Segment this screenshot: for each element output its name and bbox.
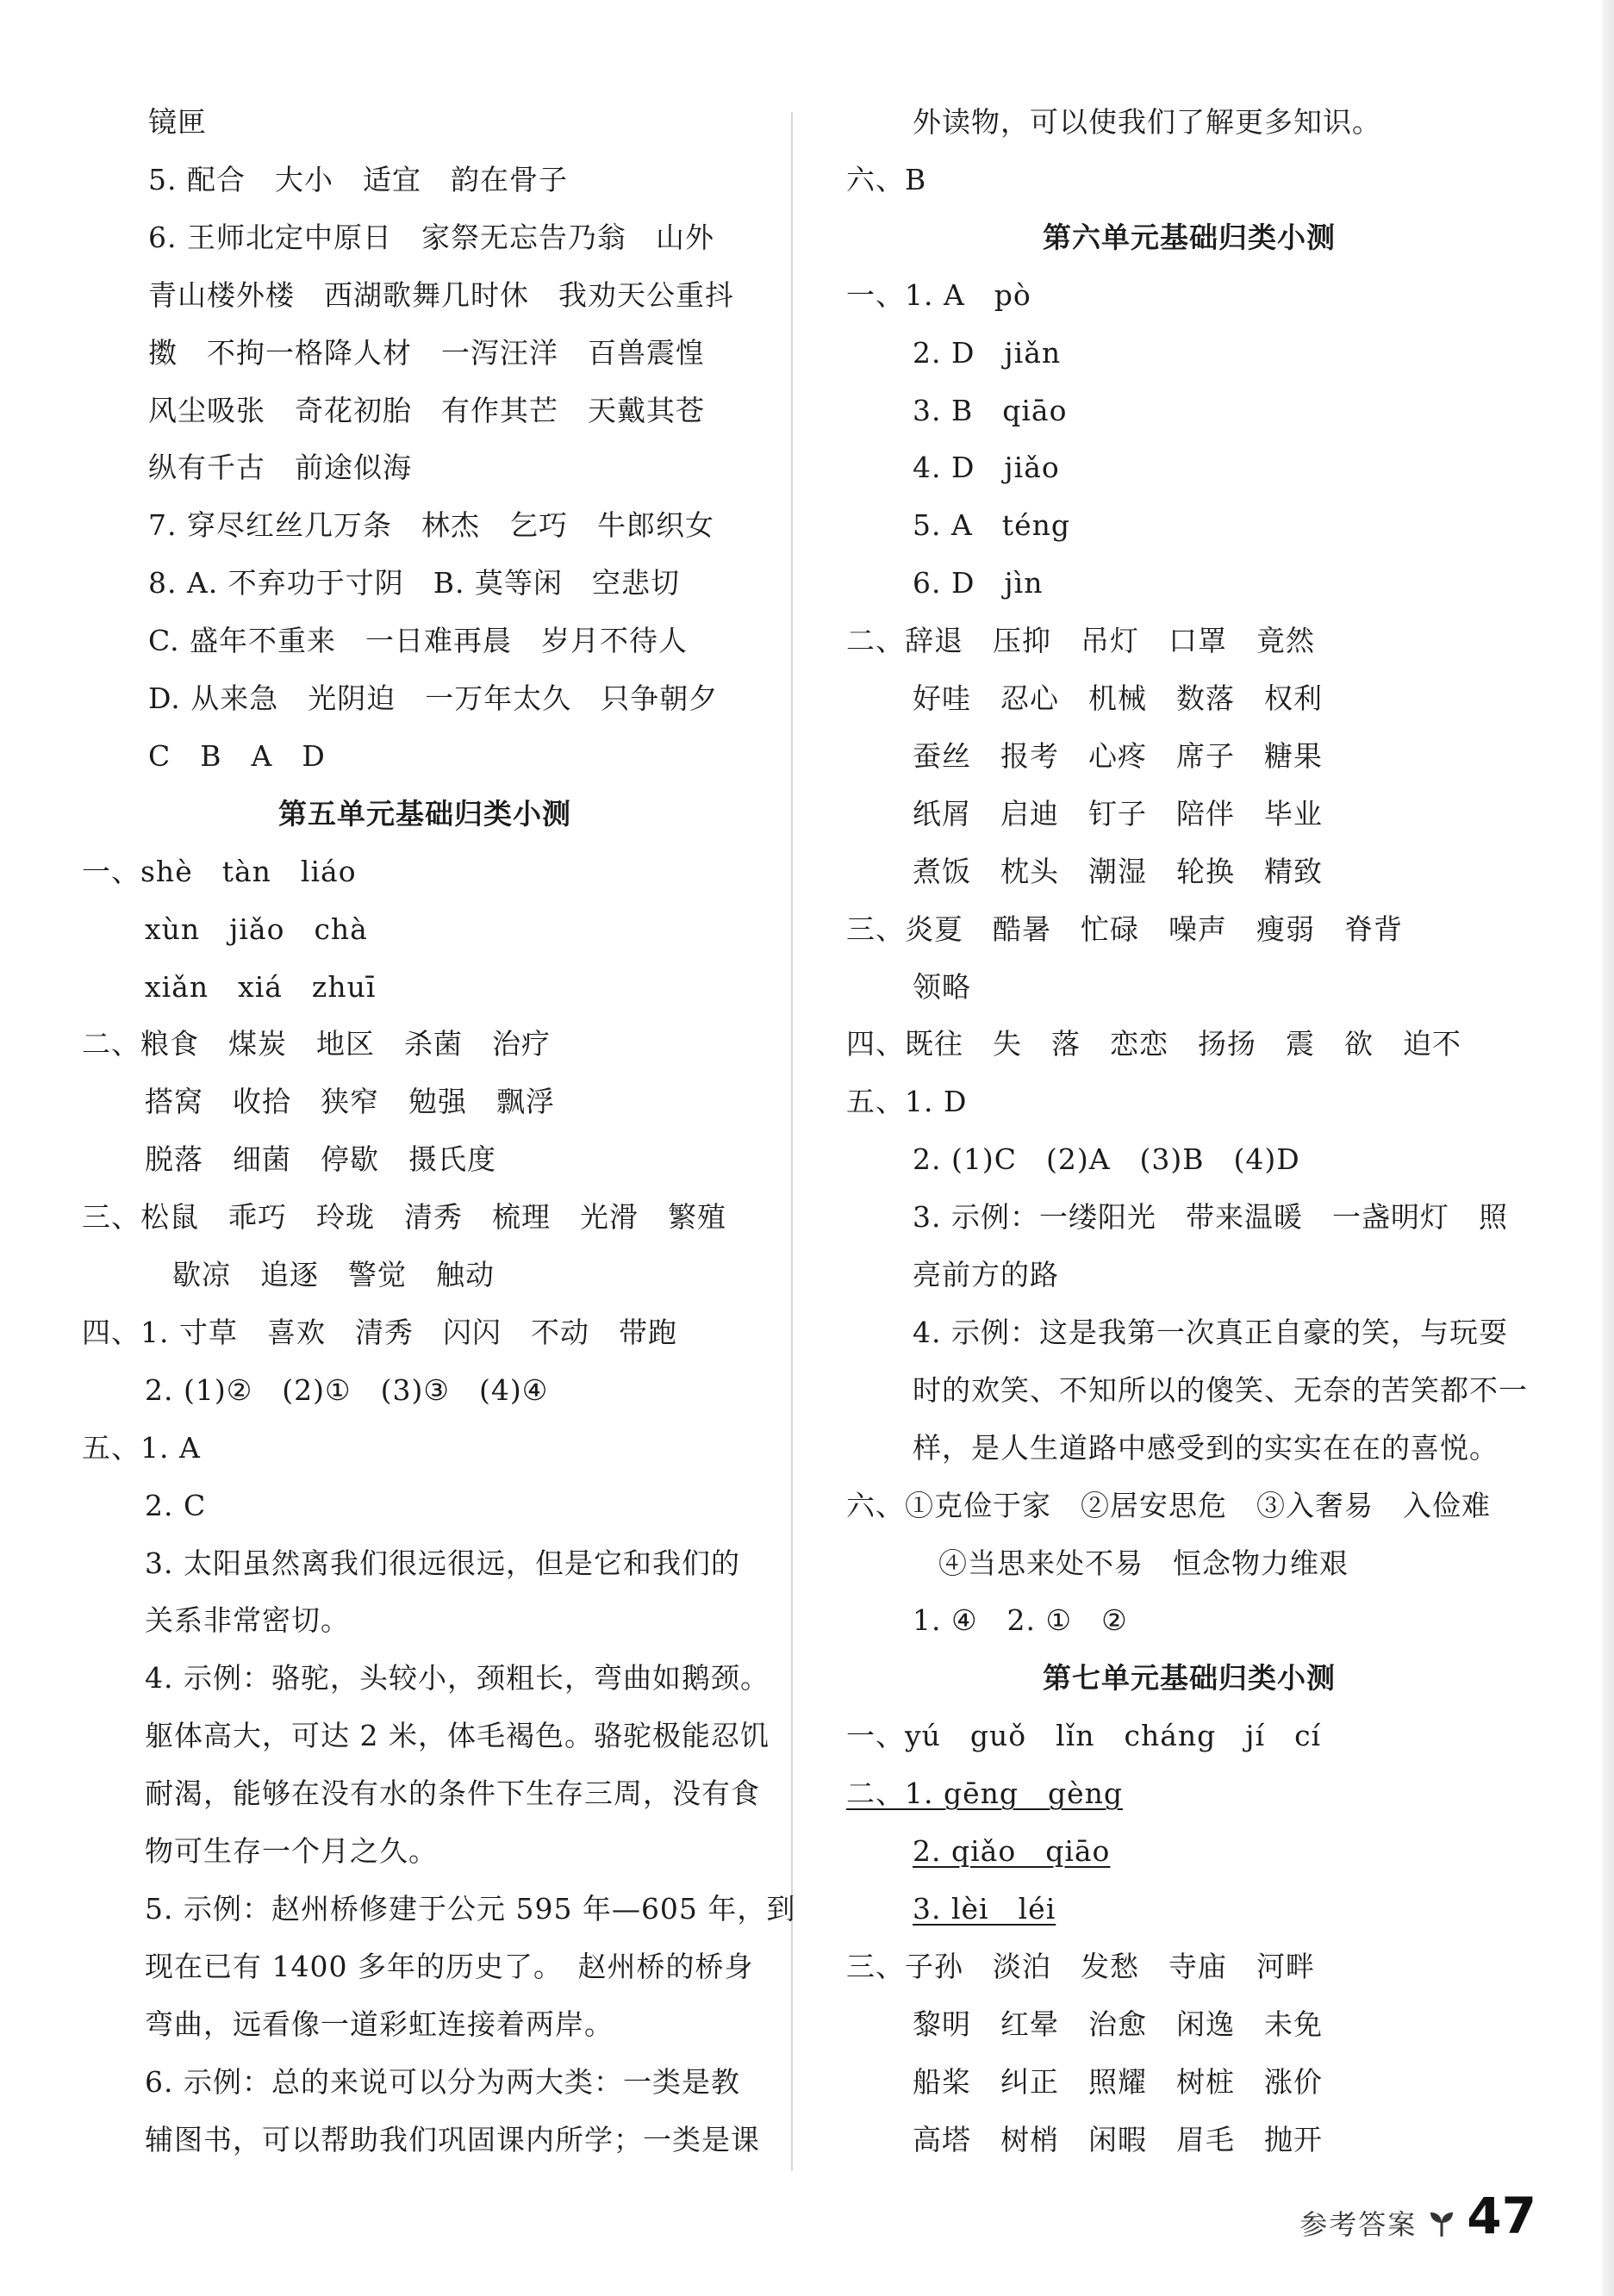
answer-line: 一、shè tàn liáo: [82, 854, 357, 888]
answer-line: 3. 太阳虽然离我们很远很远，但是它和我们的: [145, 1546, 740, 1580]
answer-line: 7. 穿尽红丝几万条 林杰 乞巧 牛郎织女: [148, 508, 714, 543]
answer-line: C B A D: [148, 738, 326, 773]
answer-line: 纵有千古 前途似海: [148, 451, 412, 485]
section-heading: 第五单元基础归类小测: [278, 796, 571, 831]
answer-line: 三、炎夏 酷暑 忙碌 噪声 瘦弱 脊背: [846, 912, 1403, 946]
answer-line: ④当思来处不易 恒念物力维艰: [938, 1546, 1349, 1580]
answer-line: 二、粮食 煤炭 地区 杀菌 治疗: [82, 1027, 551, 1061]
page-edge: [1602, 0, 1614, 2296]
answer-line: 5. A téng: [913, 508, 1070, 543]
answer-line: 脱落 细菌 停歇 摄氏度: [145, 1142, 496, 1177]
answer-line: 现在已有 1400 多年的历史了。 赵州桥的桥身: [145, 1949, 754, 1983]
page-number: 47: [1467, 2187, 1536, 2245]
answer-line: 5. 示例：赵州桥修建于公元 595 年—605 年，到: [145, 1891, 796, 1926]
answer-line: 五、1. D: [846, 1085, 968, 1119]
page-footer: [1299, 2183, 1536, 2243]
answer-line: 样，是人生道路中感受到的实实在在的喜悦。: [913, 1430, 1499, 1465]
answer-line: 物可生存一个月之久。: [145, 1834, 438, 1868]
section-heading: 第七单元基础归类小测: [1043, 1661, 1336, 1696]
answer-line: 领略: [913, 969, 971, 1004]
answer-line: 四、既往 失 落 恋恋 扬扬 震 欲 迫不: [846, 1027, 1461, 1061]
answer-line: 高塔 树梢 闲暇 眉毛 抛开: [913, 2122, 1323, 2156]
column-divider: [791, 112, 793, 2171]
answer-line: 关系非常密切。: [145, 1603, 350, 1638]
answer-line: 6. 示例：总的来说可以分为两大类：一类是教: [145, 2064, 740, 2099]
answer-line: 辅图书，可以帮助我们巩固课内所学；一类是课: [145, 2122, 760, 2156]
answer-line: 擞 不拘一格降人材 一泻汪洋 百兽震惶: [148, 335, 705, 370]
section-heading: 第六单元基础归类小测: [1043, 220, 1336, 254]
answer-line: 2. D jiǎn: [913, 335, 1062, 370]
answer-line: 三、松鼠 乖巧 玲珑 清秀 梳理 光滑 繁殖: [82, 1200, 726, 1235]
answer-line: 蚕丝 报考 心疼 席子 糖果: [913, 738, 1323, 773]
answer-line: 亮前方的路: [913, 1258, 1059, 1291]
answer-line: 一、1. A pò: [846, 277, 1031, 312]
answer-line: 6. D jìn: [913, 566, 1044, 600]
answer-line: 四、1. 寸草 喜欢 清秀 闪闪 不动 带跑: [82, 1315, 677, 1349]
answer-line: 船桨 纠正 照耀 树桩 涨价: [913, 2064, 1323, 2099]
answer-line: 镜匣: [148, 105, 207, 139]
answer-line: 4. 示例：骆驼，头较小，颈粗长，弯曲如鹅颈。: [145, 1661, 770, 1696]
answer-line: 青山楼外楼 西湖歌舞几时休 我劝天公重抖: [148, 277, 734, 312]
answer-line: 2. C: [145, 1488, 207, 1522]
answer-line: 2. (1)② (2)① (3)③ (4)④: [145, 1372, 549, 1407]
answer-line: 耐渴，能够在没有水的条件下生存三周，没有食: [145, 1776, 760, 1811]
answer-line: 六、B: [846, 162, 927, 196]
answer-line: 5. 配合 大小 适宜 韵在骨子: [148, 162, 568, 196]
answer-line: xùn jiǎo chà: [145, 912, 368, 946]
answer-line: 黎明 红晕 治愈 闲逸 未免: [913, 2007, 1323, 2041]
answer-line: C. 盛年不重来 一日难再晨 岁月不待人: [148, 624, 689, 658]
answer-line: 躯体高大，可达 2 米，体毛褐色。骆驼极能忍饥: [145, 1719, 770, 1753]
answer-line: 8. A. 不弃功于寸阴 B. 莫等闲 空悲切: [148, 566, 681, 600]
answer-line: 歇凉 追逐 警觉 触动: [172, 1258, 495, 1291]
answer-line: 1. ④ 2. ① ②: [913, 1603, 1128, 1638]
answer-line: 3. 示例：一缕阳光 带来温暖 一盏明灯 照: [913, 1200, 1508, 1235]
answer-line: 2. (1)C (2)A (3)B (4)D: [913, 1142, 1300, 1177]
answer-line: 好哇 忍心 机械 数落 权利: [913, 681, 1323, 715]
answer-line: 风尘吸张 奇花初胎 有作其芒 天戴其苍: [148, 393, 705, 427]
answer-line: 五、1. A: [82, 1430, 201, 1465]
answer-line: 时的欢笑、不知所以的傻笑、无奈的苦笑都不一: [913, 1372, 1528, 1407]
footer-label: 参考答案: [1299, 2208, 1418, 2241]
answer-line: 3. lèi léi: [913, 1891, 1056, 1926]
answer-line: 搭窝 收拾 狭窄 勉强 飘浮: [145, 1085, 555, 1119]
answer-line: 六、①克俭于家 ②居安思危 ③入奢易 入俭难: [846, 1488, 1491, 1522]
answer-line: 6. 王师北定中原日 家祭无忘告乃翁 山外: [148, 220, 714, 254]
answer-line: 3. B qiāo: [913, 393, 1068, 427]
answer-line: 纸屑 启迪 钉子 陪伴 毕业: [913, 796, 1323, 831]
answer-line: 三、子孙 淡泊 发愁 寺庙 河畔: [846, 1949, 1315, 1983]
answer-line: 弯曲，远看像一道彩虹连接着两岸。: [145, 2007, 614, 2041]
answer-line: xiǎn xiá zhuī: [145, 969, 377, 1004]
answer-line: 4. 示例：这是我第一次真正自豪的笑，与玩耍: [913, 1315, 1508, 1349]
answer-line: 外读物，可以使我们了解更多知识。: [913, 105, 1381, 139]
leaf-icon: [1429, 2209, 1455, 2238]
answer-line: 一、yú guǒ lǐn cháng jí cí: [846, 1719, 1322, 1753]
answer-line: D. 从来急 光阴迫 一万年太久 只争朝夕: [148, 681, 719, 715]
answer-line: 二、1. gēng gèng: [846, 1776, 1124, 1811]
answer-line: 2. qiǎo qiāo: [913, 1834, 1111, 1868]
answer-line: 煮饭 枕头 潮湿 轮换 精致: [913, 854, 1323, 888]
answer-line: 4. D jiǎo: [913, 451, 1060, 485]
answer-line: 二、辞退 压抑 吊灯 口罩 竟然: [846, 624, 1315, 658]
